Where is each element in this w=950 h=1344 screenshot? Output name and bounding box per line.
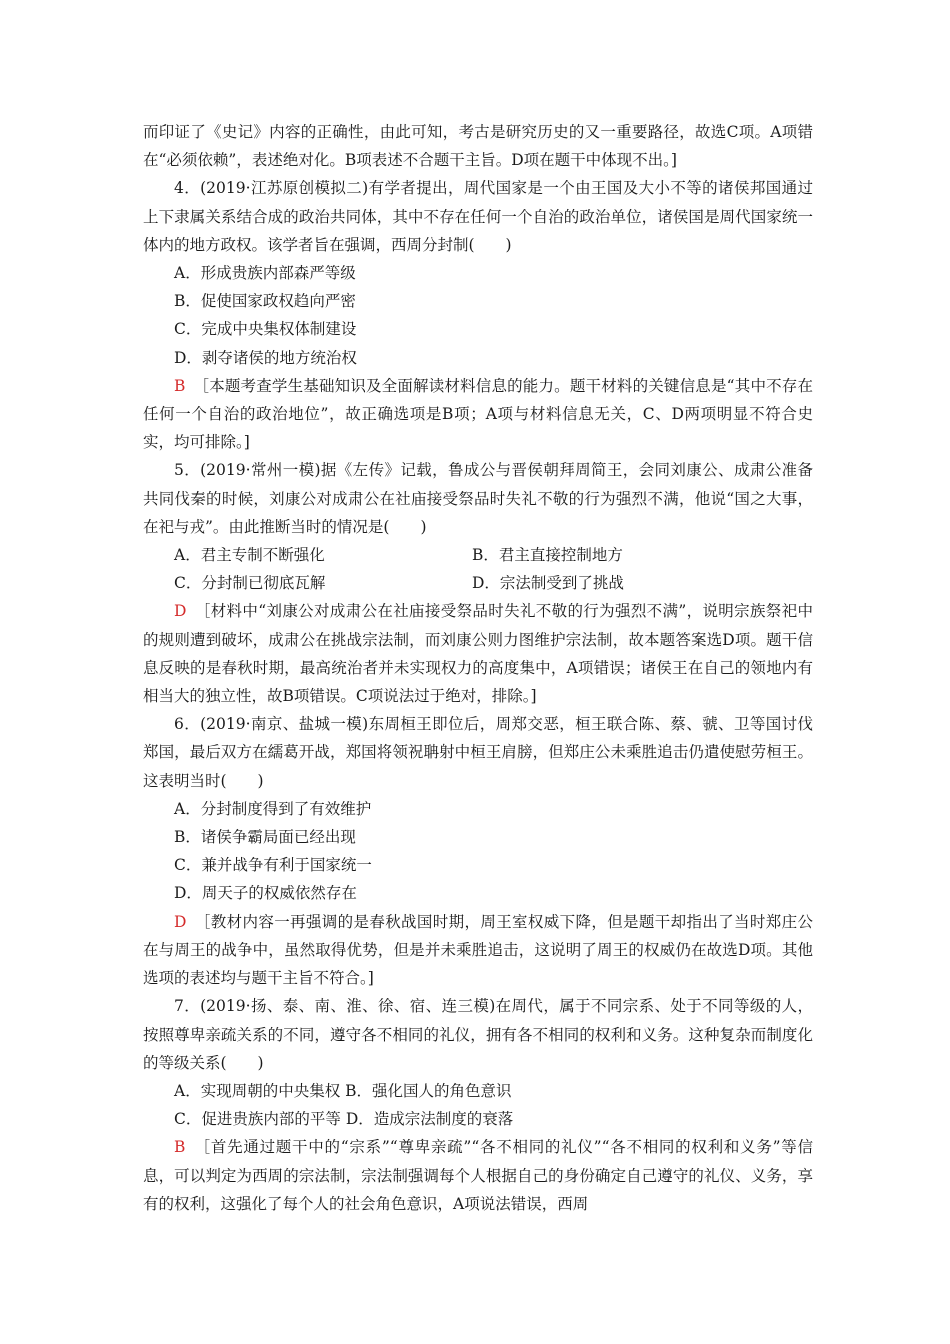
answer-explanation (143, 1133, 813, 1218)
explanation-text: ［首先通过题干中的“宗系”“尊卑亲疏”“各不相同的礼仪”“各不相同的权利和义务”等信息，可以判定为西周的宗法制，宗法制强调每个人根据自己的身份确定自己遵守的礼仪、义务，享有的权利，这强化了每个人的社会角色意识，A项说法错误，西周 (143, 1138, 813, 1213)
answer-explanation (143, 597, 813, 710)
option-c: C．分封制已彻底瓦解 (174, 574, 326, 593)
question-6 (143, 710, 813, 992)
option-a: A．实现周朝的中央集权 (174, 1081, 341, 1100)
answer-letter: D (174, 602, 187, 621)
option-c: C．兼并战争有利于国家统一 (174, 856, 372, 875)
question-5 (143, 456, 813, 710)
option-row (143, 541, 813, 569)
question-stem: 7．(2019·扬、泰、南、淮、徐、宿、连三模)在周代，属于不同宗系、处于不同等级的人，按照尊卑亲疏关系的不同，遵守各不相同的礼仪，拥有各不相同的权利和义务。这种复杂而制度化的等级关系( ) (143, 997, 813, 1072)
question-stem: 6．(2019·南京、盐城一模)东周桓王即位后，周郑交恶，桓王联合陈、蔡、虢、卫等国讨伐郑国，最后双方在繻葛开战，郑国将领祝聃射中桓王肩膀，但郑庄公未乘胜追击仍遣使慰劳桓王。这表明当时( ) (143, 715, 813, 790)
option-d: D．剥夺诸侯的地方统治权 (174, 348, 357, 367)
question-stem: 5．(2019·常州一模)据《左传》记载，鲁成公与晋侯朝拜周简王，会同刘康公、成肃公准备共同伐秦的时候，刘康公对成肃公在社庙接受祭品时失礼不敬的行为强烈不满，他说“国之大事，在祀与戎”。由此推断当时的情况是( ) (143, 461, 813, 536)
option-row (143, 1105, 813, 1133)
answer-letter: B (174, 376, 186, 395)
option-a: A．分封制度得到了有效维护 (174, 799, 372, 818)
question-stem: 4．(2019·江苏原创模拟二)有学者提出，周代国家是一个由王国及大小不等的诸侯邦国通过上下隶属关系结合成的政治共同体，其中不存在任何一个自治的政治单位，诸侯国是周代国家统一体内的地方政权。该学者旨在强调，西周分封制( ) (143, 179, 813, 254)
answer-explanation (143, 372, 813, 457)
option-row (143, 1077, 813, 1105)
explanation-text: ［材料中“刘康公对成肃公在社庙接受祭品时失礼不敬的行为强烈不满”，说明宗族祭祀中的规则遭到破坏，成肃公在挑战宗法制，而刘康公则力图维护宗法制，故本题答案选D项。题干信息反映的是春秋时期，最高统治者并未实现权力的高度集中，A项错误；诸侯王在自己的领地内有相当大的独立性，故B项错误。C项说法过于绝对，排除。] (143, 602, 813, 706)
explanation-text: ［本题考查学生基础知识及全面解读材料信息的能力。题干材料的关键信息是“其中不存在任何一个自治的政治地位”，故正确选项是B项；A项与材料信息无关，C、D两项明显不符合史实，均可排除。] (143, 376, 813, 452)
question-7 (143, 992, 813, 1218)
option-c: C．促进贵族内部的平等 (174, 1110, 341, 1129)
option-b: B．诸侯争霸局面已经出现 (174, 828, 356, 847)
option-d: D．宗法制受到了挑战 (472, 574, 624, 593)
option-b: B．强化国人的角色意识 (345, 1081, 512, 1100)
option-row (143, 569, 813, 597)
option-d: D．造成宗法制度的衰落 (345, 1110, 514, 1129)
option-b: B．君主直接控制地方 (472, 546, 623, 565)
option-b: B．促使国家政权趋向严密 (174, 292, 356, 311)
question-4 (143, 174, 813, 456)
option-a: A．形成贵族内部森严等级 (174, 264, 356, 283)
answer-letter: B (174, 1138, 186, 1157)
option-d: D．周天子的权威依然存在 (174, 884, 357, 903)
document-page (143, 118, 813, 1218)
answer-letter: D (174, 912, 187, 931)
option-a: A．君主专制不断强化 (174, 546, 325, 565)
previous-explanation: 而印证了《史记》内容的正确性，由此可知，考古是研究历史的又一重要路径，故选C项。A项错在“必须依赖”，表述绝对化。B项表述不合题干主旨。D项在题干中体现不出。] (143, 123, 813, 170)
explanation-text: ［教材内容一再强调的是春秋战国时期，周王室权威下降，但是题干却指出了当时郑庄公在与周王的战争中，虽然取得优势，但是并未乘胜追击，这说明了周王的权威仍在故选D项。其他选项的表述均与题干主旨不符合。] (143, 912, 813, 988)
option-c: C．完成中央集权体制建设 (174, 320, 357, 339)
answer-explanation (143, 908, 813, 993)
